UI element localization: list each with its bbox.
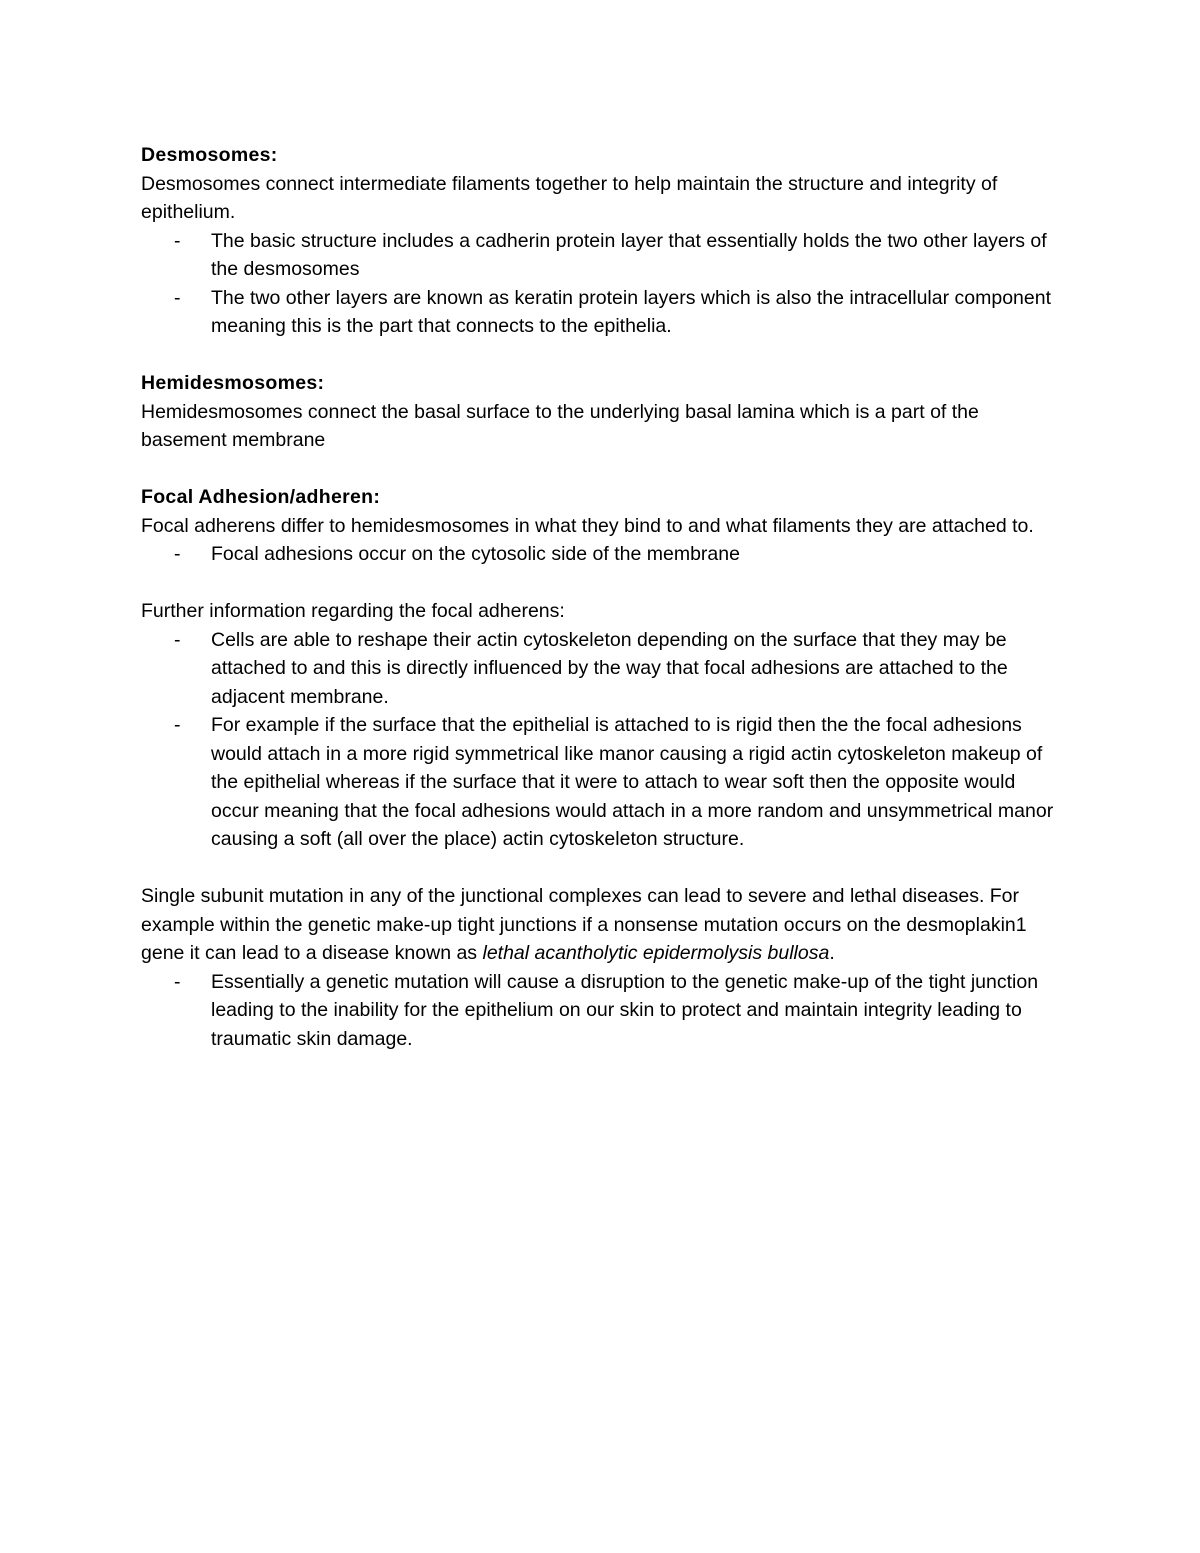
- spacer: [141, 455, 1066, 484]
- disease-name: lethal acantholytic epidermolysis bullosa: [482, 942, 830, 964]
- hemidesmosomes-intro: Hemidesmosomes connect the basal surface to the underlying basal lamina which is a part of the basement membrane: [141, 400, 979, 451]
- mutation-list: [141, 968, 1066, 1054]
- desmosomes-list: [141, 227, 1066, 341]
- list-item: - Cells are able to reshape their actin cytoskeleton depending on the surface that they may be attached to and this is directly influenced by the way that focal adhesions are attached to the adjacent membrane.: [141, 626, 1066, 712]
- mutation-intro: Single subunit mutation in any of the junctional complexes can lead to severe and lethal diseases. For example within the genetic make-up tight junctions if a nonsense mutation occurs on the desmoplakin1 gene it can lead to a disease known as lethal acantholytic epidermolysis bullosa.: [141, 885, 1027, 964]
- dash-marker: -: [174, 543, 181, 565]
- hemidesmosomes-heading: Hemidesmosomes:: [141, 372, 325, 394]
- list-item: - For example if the surface that the epithelial is attached to is rigid then the the focal adhesions would attach in a more rigid symmetrical like manor causing a rigid actin cytoskeleton makeup of the epithelial whereas if the surface that it were to attach to wear soft then the opposite would occur meaning that the focal adhesions would attach in a more random and unsymmetrical manor causing a soft (all over the place) actin cytoskeleton structure.: [141, 711, 1066, 854]
- list-item: - The basic structure includes a cadherin protein layer that essentially holds the two other layers of the desmosomes: [141, 227, 1066, 284]
- further-info-list: [141, 626, 1066, 854]
- focal-adhesion-heading: Focal Adhesion/adheren:: [141, 486, 381, 508]
- desmosomes-intro: Desmosomes connect intermediate filaments together to help maintain the structure and integrity of epithelium.: [141, 172, 998, 223]
- list-item: - Essentially a genetic mutation will cause a disruption to the genetic make-up of the tight junction leading to the inability for the epithelium on our skin to protect and maintain integrity leading to traumatic skin damage.: [141, 968, 1066, 1054]
- further-info-intro: Further information regarding the focal adherens:: [141, 600, 565, 622]
- list-item: - Focal adhesions occur on the cytosolic side of the membrane: [141, 540, 1066, 569]
- spacer: [141, 854, 1066, 883]
- dash-marker: -: [174, 628, 181, 651]
- list-item: - The two other layers are known as keratin protein layers which is also the intracellular component meaning this is the part that connects to the epithelia.: [141, 284, 1066, 341]
- focal-adhesion-list: [141, 540, 1066, 569]
- spacer: [141, 569, 1066, 598]
- dash-marker: -: [174, 229, 181, 252]
- focal-adhesion-intro: Focal adherens differ to hemidesmosomes in what they bind to and what filaments they are attached to.: [141, 514, 1034, 537]
- dash-marker: -: [174, 286, 181, 309]
- dash-marker: -: [174, 714, 181, 736]
- dash-marker: -: [174, 970, 181, 993]
- document-page: [141, 141, 1066, 1053]
- desmosomes-heading: Desmosomes:: [141, 144, 278, 166]
- spacer: [141, 341, 1066, 370]
